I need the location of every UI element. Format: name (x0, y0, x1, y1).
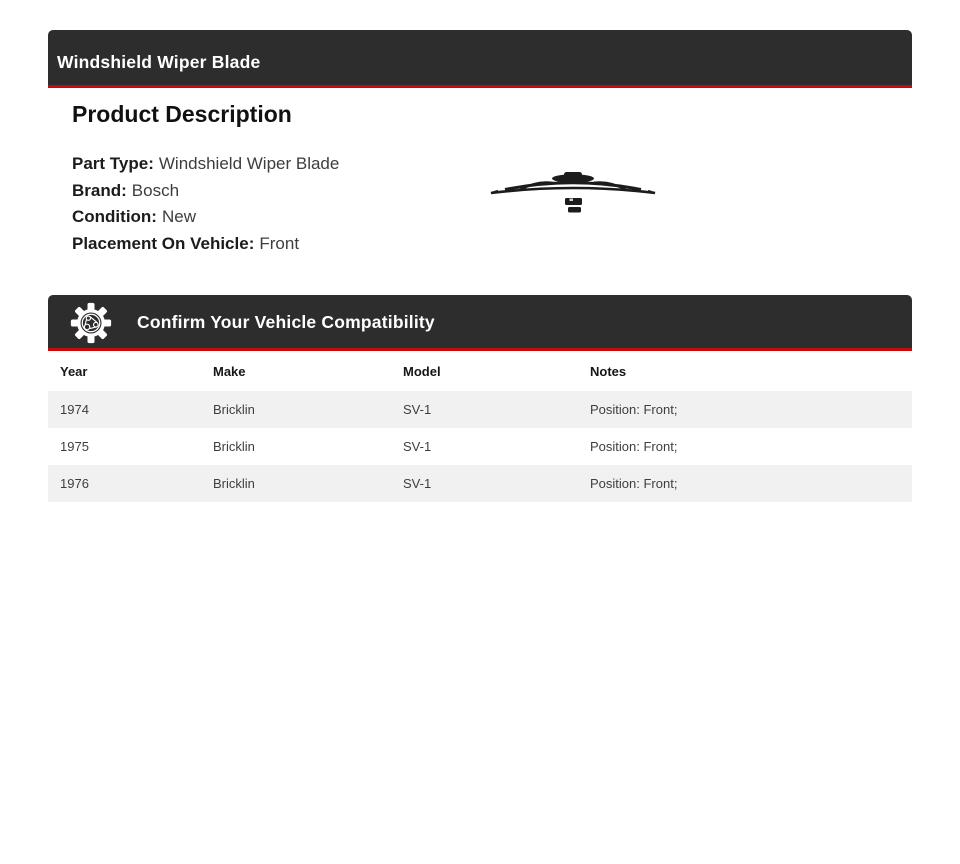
column-header-year: Year (60, 364, 88, 379)
cell-notes: Position: Front; (590, 439, 678, 454)
compatibility-table (48, 351, 912, 502)
cell-notes: Position: Front; (590, 476, 678, 491)
attribute-value: Bosch (131, 180, 180, 200)
column-header-notes: Notes (590, 364, 627, 379)
cell-model: SV-1 (403, 476, 432, 491)
cell-make: Bricklin (213, 402, 255, 417)
attribute-value: New (161, 207, 196, 226)
table-row (48, 428, 912, 465)
compatibility-header-bar (48, 295, 912, 351)
table-header-row (48, 351, 912, 391)
cell-make: Bricklin (213, 476, 255, 491)
cell-year: 1974 (60, 402, 89, 417)
gear-chain-icon (70, 302, 112, 344)
attribute-label: Condition: (72, 207, 157, 226)
table-row (48, 465, 912, 502)
cell-year: 1975 (60, 439, 89, 454)
column-header-model: Model (403, 364, 441, 379)
attribute-label: Placement On Vehicle: (72, 233, 255, 253)
cell-model: SV-1 (403, 402, 432, 417)
cell-make: Bricklin (213, 439, 255, 454)
product-title: Windshield Wiper Blade (57, 52, 261, 72)
attribute-label: Part Type: (72, 154, 154, 173)
attribute-placement (72, 231, 912, 258)
cell-notes: Position: Front; (590, 402, 678, 417)
compatibility-title: Confirm Your Vehicle Compatibility (137, 312, 435, 332)
attribute-value: Windshield Wiper Blade (158, 154, 340, 173)
product-description-heading: Product Description (72, 101, 292, 127)
product-section (48, 30, 912, 331)
attribute-label: Brand: (72, 180, 127, 200)
cell-year: 1976 (60, 476, 89, 491)
product-header-bar (48, 30, 912, 88)
table-row (48, 391, 912, 428)
cell-model: SV-1 (403, 439, 432, 454)
column-header-make: Make (213, 364, 246, 379)
compatibility-section (48, 295, 912, 502)
attribute-value: Front (259, 233, 300, 253)
wiper-blade-image (488, 167, 658, 218)
